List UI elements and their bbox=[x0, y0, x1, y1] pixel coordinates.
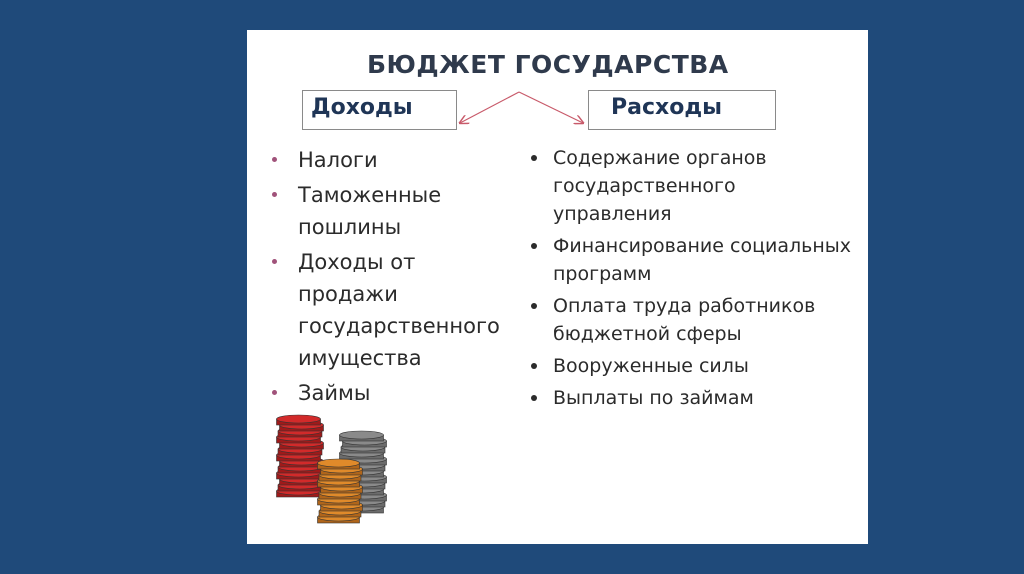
income-item-text: Таможенные пошлины bbox=[298, 183, 442, 239]
income-item-text: Займы bbox=[298, 381, 371, 405]
list-item bbox=[272, 179, 512, 243]
expenses-list bbox=[527, 144, 857, 416]
list-item bbox=[272, 246, 512, 374]
income-box: Доходы bbox=[302, 90, 457, 130]
orange-coin-stack-icon bbox=[318, 459, 363, 523]
list-item bbox=[527, 232, 857, 288]
bullet-icon bbox=[531, 155, 537, 161]
list-item bbox=[527, 352, 857, 380]
bullet-icon bbox=[272, 259, 277, 264]
bullet-icon bbox=[272, 192, 277, 197]
bullet-icon bbox=[272, 390, 277, 395]
bullet-icon bbox=[531, 303, 537, 309]
list-item bbox=[527, 384, 857, 412]
expenses-item-text: Выплаты по займам bbox=[553, 387, 754, 409]
diagram-title: БЮДЖЕТ ГОСУДАРСТВА bbox=[367, 50, 729, 79]
expenses-item-text: Оплата труда работников бюджетной сферы bbox=[553, 295, 816, 345]
income-list bbox=[272, 144, 512, 412]
red-coin-stack-icon bbox=[277, 415, 324, 497]
arrow-to-income bbox=[460, 92, 519, 123]
bullet-icon bbox=[531, 395, 537, 401]
income-item-text: Доходы от продажи государственного имущества bbox=[298, 250, 500, 370]
list-item bbox=[272, 144, 512, 176]
expenses-item-text: Вооруженные силы bbox=[553, 355, 749, 377]
slide bbox=[247, 30, 868, 544]
income-item-text: Налоги bbox=[298, 148, 378, 172]
expenses-item-text: Содержание органов государственного управления bbox=[553, 147, 767, 225]
bullet-icon bbox=[272, 157, 277, 162]
arrow-to-expenses bbox=[519, 92, 583, 123]
bullet-icon bbox=[531, 243, 537, 249]
expenses-item-text: Финансирование социальных программ bbox=[553, 235, 852, 285]
list-item bbox=[527, 144, 857, 228]
bullet-icon bbox=[531, 363, 537, 369]
list-item bbox=[272, 377, 512, 409]
list-item bbox=[527, 292, 857, 348]
coin-stacks-icon bbox=[275, 410, 395, 525]
expenses-box: Расходы bbox=[588, 90, 776, 130]
